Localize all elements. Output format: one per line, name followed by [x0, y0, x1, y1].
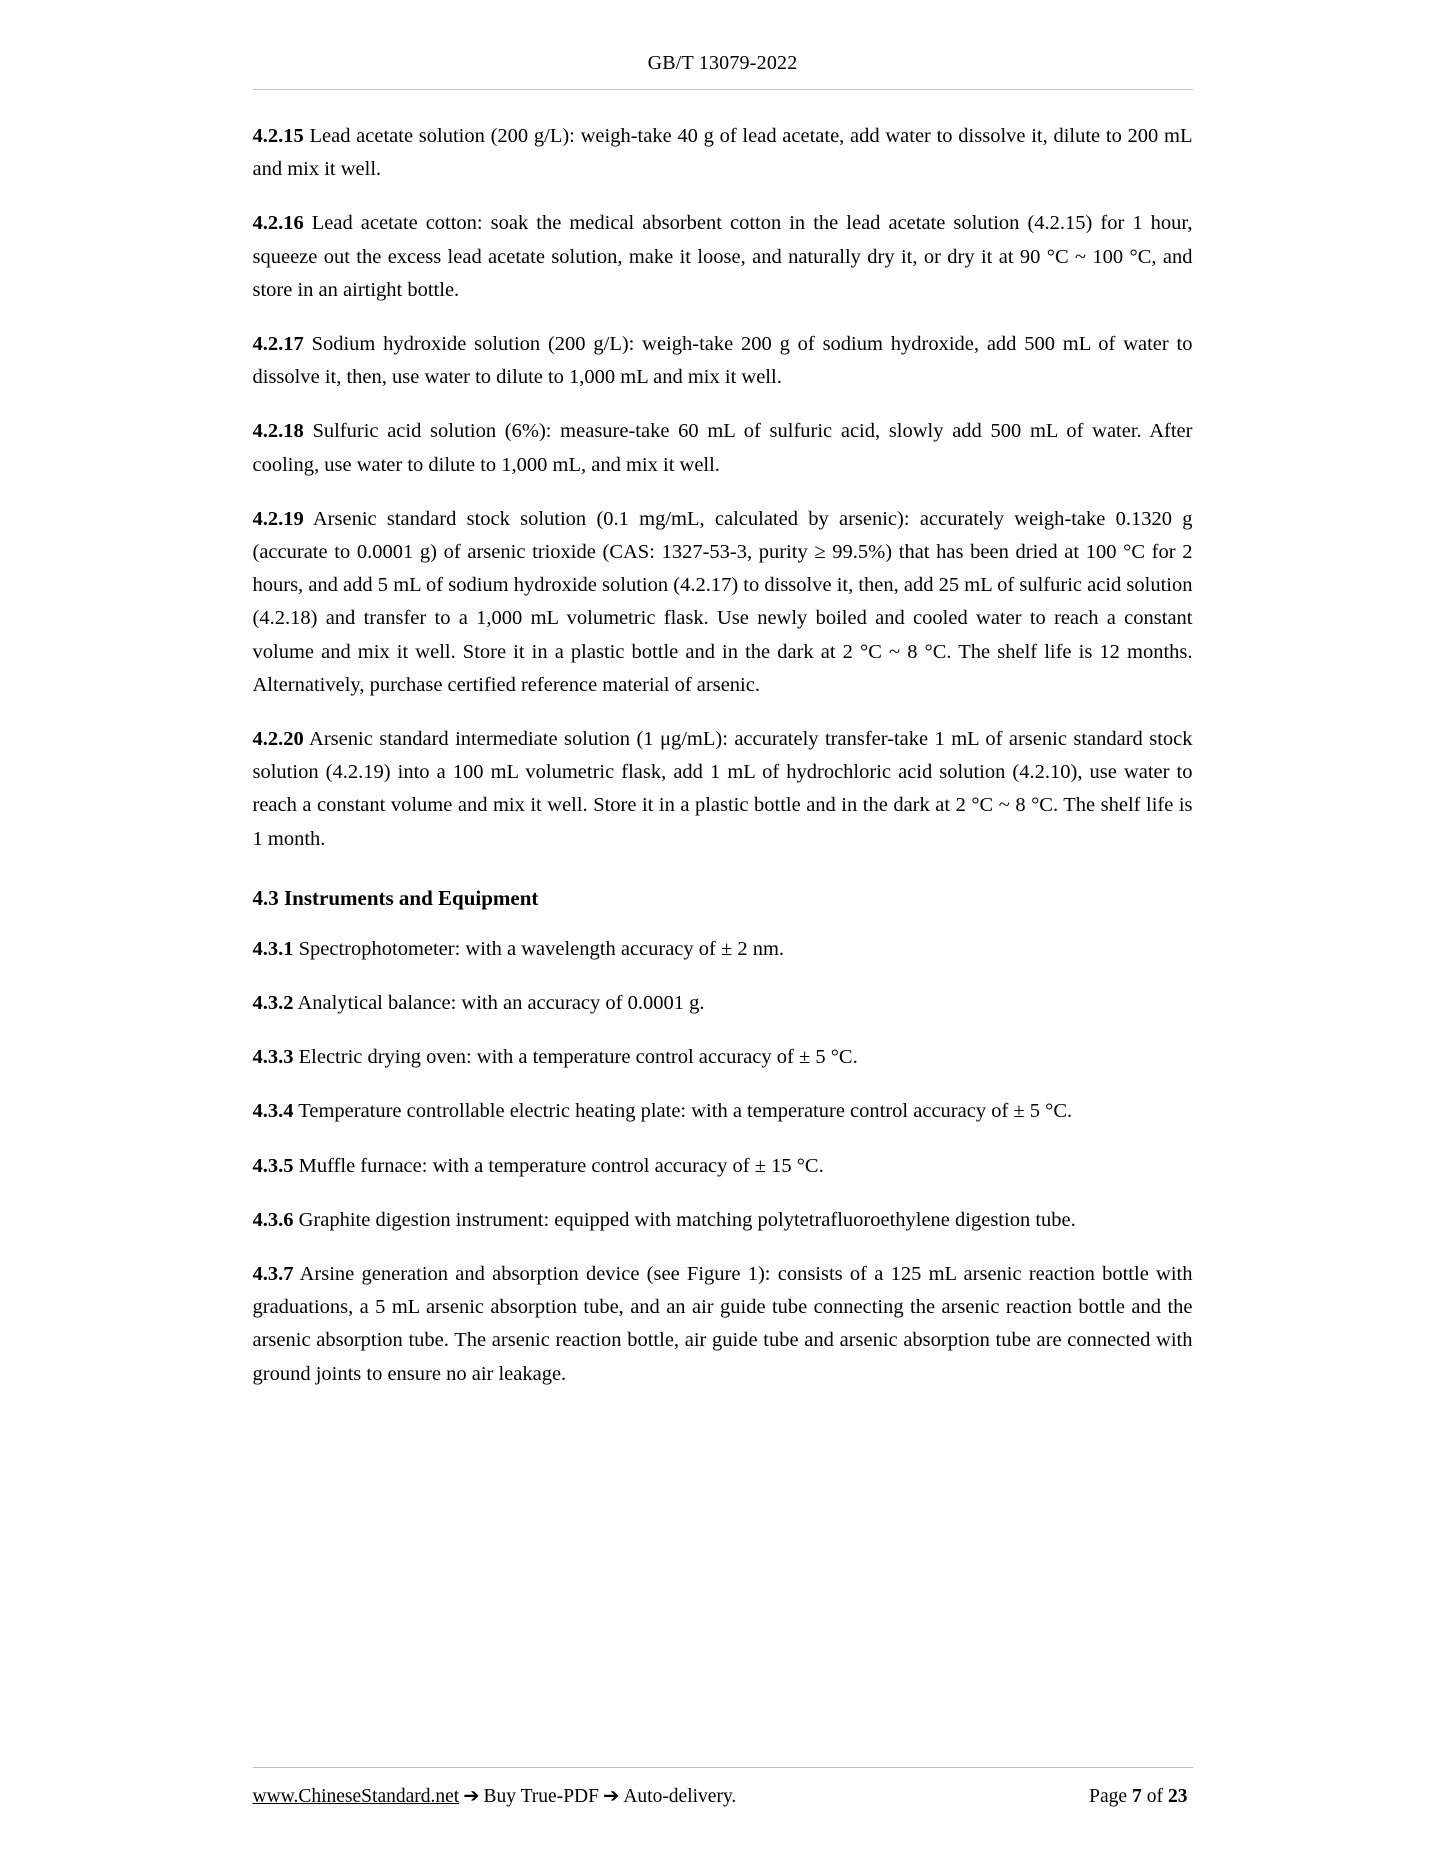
- clause-paragraph: [253, 120, 1193, 186]
- clause-text: Arsine generation and absorption device (see Figure 1): consists of a 125 mL arsenic reaction bottle with graduations, a 5 mL arsenic absorption tube, and an air guide tube connecting the arsenic reaction bottle and the arsenic absorption tube. The arsenic reaction bottle, air guide tube and arsenic absorption tube are connected with ground joints to ensure no air leakage.: [252, 1263, 1193, 1385]
- clause-number: 4.3.6: [252, 1208, 294, 1231]
- page-label: Page: [1089, 1786, 1127, 1807]
- clause-text: Graphite digestion instrument: equipped with matching polytetrafluoroethylene digestion tube.: [293, 1208, 1076, 1231]
- clause-paragraph: [253, 933, 1193, 966]
- page-total: 23: [1168, 1786, 1188, 1807]
- clause-text: Analytical balance: with an accuracy of 0.0001 g.: [293, 992, 705, 1015]
- clause-paragraph: [253, 1041, 1193, 1074]
- clause-text: Sulfuric acid solution (6%): measure-take 60 mL of sulfuric acid, slowly add 500 mL of water. After cooling, use water to dilute to 1,000 mL, and mix it well.: [252, 420, 1193, 476]
- of-label: of: [1146, 1786, 1163, 1807]
- clause-text: Temperature controllable electric heating plate: with a temperature control accuracy of ± 5 °C.: [293, 1100, 1073, 1123]
- clause-number: 4.3.1: [252, 937, 294, 960]
- clause-text: Electric drying oven: with a temperature control accuracy of ± 5 °C.: [293, 1046, 858, 1069]
- clause-number: 4.2.16: [252, 212, 304, 235]
- delivery-label: Auto-delivery.: [623, 1786, 737, 1807]
- clause-paragraph: [253, 1258, 1193, 1391]
- clause-paragraph: [253, 1095, 1193, 1128]
- buy-label: Buy True-PDF: [483, 1786, 599, 1807]
- clause-paragraph: [253, 503, 1193, 702]
- clause-text: Muffle furnace: with a temperature control accuracy of ± 15 °C.: [293, 1154, 824, 1177]
- clause-number: 4.2.17: [252, 333, 304, 356]
- clause-number: 4.2.18: [252, 420, 304, 443]
- clause-paragraph: [253, 415, 1193, 481]
- clause-paragraph: [253, 207, 1193, 307]
- clause-paragraph: [253, 1150, 1193, 1183]
- website-link[interactable]: www.ChineseStandard.net: [252, 1786, 460, 1807]
- clause-text: Lead acetate cotton: soak the medical absorbent cotton in the lead acetate solution (4.2.15) for 1 hour, squeeze out the excess lead acetate solution, make it loose, and naturally dry it, or dry it at 90 °C ~ 100 °C, and store in an airtight bottle.: [252, 212, 1193, 301]
- clause-number: 4.3.4: [252, 1100, 294, 1123]
- clause-paragraph: [253, 723, 1193, 856]
- arrow-right-icon: ➔: [463, 1786, 480, 1807]
- page-header: [0, 0, 1445, 75]
- clause-number: 4.3.7: [252, 1263, 294, 1286]
- document-body: [253, 90, 1193, 1391]
- footer-left: [253, 1784, 737, 1808]
- clause-text: Sodium hydroxide solution (200 g/L): weigh-take 200 g of sodium hydroxide, add 500 mL of water to dissolve it, then, use water to dilute to 1,000 mL and mix it well.: [252, 333, 1193, 389]
- clause-paragraph: [253, 1204, 1193, 1237]
- page-number: 7: [1132, 1786, 1142, 1807]
- section-heading: 4.3 Instruments and Equipment: [252, 885, 539, 910]
- clause-number: 4.2.15: [252, 125, 304, 147]
- page-indicator: [1089, 1786, 1192, 1808]
- clause-number: 4.3.2: [252, 992, 294, 1015]
- clause-number: 4.2.20: [252, 728, 304, 751]
- clause-number: 4.3.3: [252, 1046, 294, 1069]
- clause-paragraph: [253, 328, 1193, 394]
- clause-text: Arsenic standard stock solution (0.1 mg/mL, calculated by arsenic): accurately weigh-take 0.1320 g (accurate to 0.0001 g) of arsenic trioxide (CAS: 1327-53-3, purity ≥ 99.5%) that has been dried at 100 °C for 2 hours, and add 5 mL of sodium hydroxide solution (4.2.17) to dissolve it, then, add 25 mL of sulfuric acid solution (4.2.18) and transfer to a 1,000 mL volumetric flask. Use newly boiled and cooled water to reach a constant volume and mix it well. Store it in a plastic bottle and in the dark at 2 °C ~ 8 °C. The shelf life is 12 months. Alternatively, purchase certified reference material of arsenic.: [252, 507, 1193, 696]
- clause-text: Arsenic standard intermediate solution (1 μg/mL): accurately transfer-take 1 mL of arsenic standard stock solution (4.2.19) into a 100 mL volumetric flask, add 1 mL of hydrochloric acid solution (4.2.10), use water to reach a constant volume and mix it well. Store it in a plastic bottle and in the dark at 2 °C ~ 8 °C. The shelf life is 1 month.: [252, 728, 1193, 850]
- arrow-right-icon: ➔: [602, 1786, 620, 1807]
- standard-code: GB/T 13079-2022: [647, 52, 798, 74]
- footer-divider: [253, 1767, 1193, 1768]
- clause-paragraph: [253, 987, 1193, 1020]
- clause-text: Spectrophotometer: with a wavelength accuracy of ± 2 nm.: [293, 937, 785, 960]
- clause-text: Lead acetate solution (200 g/L): weigh-take 40 g of lead acetate, add water to dissolve it, dilute to 200 mL and mix it well.: [252, 125, 1193, 181]
- page-footer: [0, 1767, 1445, 1808]
- clause-number: 4.2.19: [252, 507, 304, 530]
- clause-number: 4.3.5: [252, 1154, 294, 1177]
